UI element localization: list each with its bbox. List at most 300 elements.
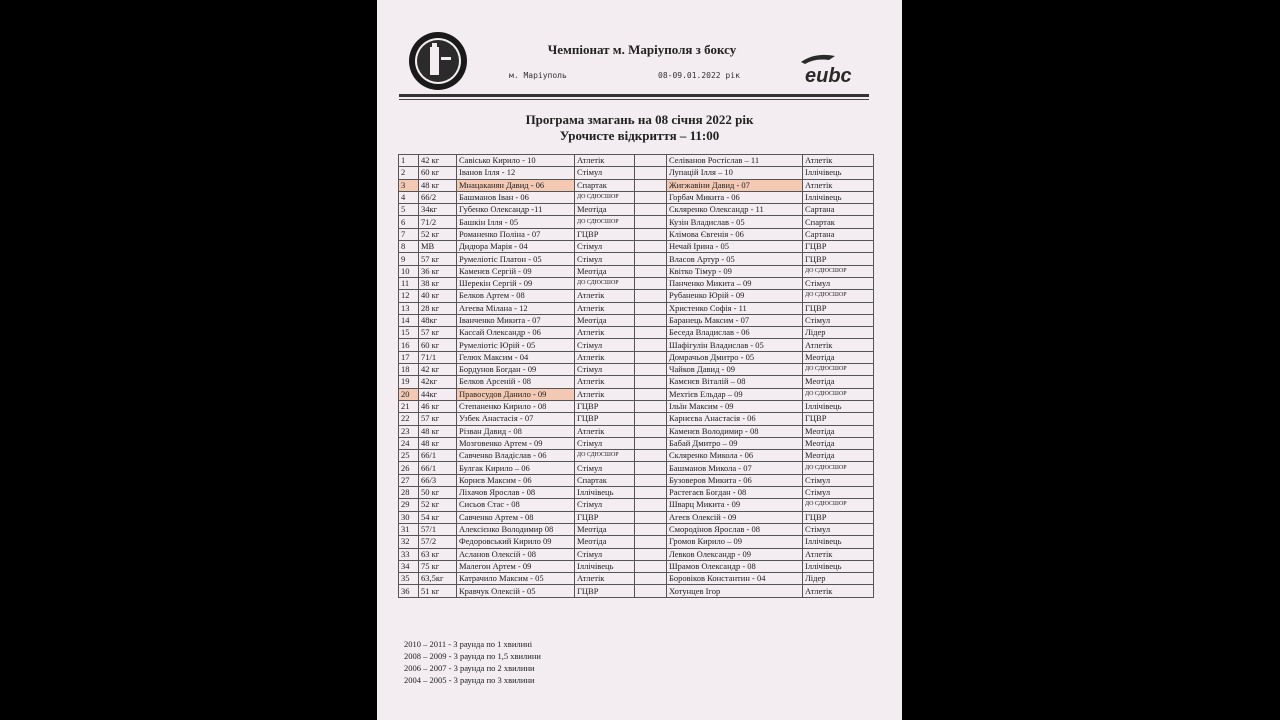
bout-number: 18 <box>399 364 419 376</box>
red-corner-club: Спартак <box>575 179 635 191</box>
blue-corner-boxer: Бузоверов Микита - 06 <box>667 474 803 486</box>
red-corner-boxer: Правосудов Данило - 09 <box>457 388 575 400</box>
red-corner-boxer: Гелюх Максим - 04 <box>457 351 575 363</box>
red-corner-boxer: Степаненко Кирило - 08 <box>457 400 575 412</box>
blue-corner-boxer: Бабай Дмитро – 09 <box>667 437 803 449</box>
red-corner-boxer: Різван Давид - 08 <box>457 425 575 437</box>
bout-row <box>399 191 874 203</box>
blue-corner-boxer: Шварц Микита - 09 <box>667 499 803 511</box>
blue-corner-boxer: Агеєв Олексій - 09 <box>667 511 803 523</box>
round-rule-line: 2006 – 2007 - 3 раунда по 2 хвилини <box>404 663 535 673</box>
blue-corner-club: Меотіда <box>803 450 874 462</box>
bout-row <box>399 277 874 289</box>
red-corner-club: Атлетік <box>575 290 635 302</box>
bout-number: 2 <box>399 167 419 179</box>
bout-row <box>399 573 874 585</box>
red-corner-club: ДО СДЮСШОР <box>575 450 635 462</box>
blue-corner-club: Стімул <box>803 474 874 486</box>
bout-row <box>399 425 874 437</box>
blue-corner-club: Меотіда <box>803 425 874 437</box>
blue-corner-club: Іллічівець <box>803 191 874 203</box>
red-corner-club: Атлетік <box>575 302 635 314</box>
round-rules <box>404 638 541 686</box>
weight-category: 57/2 <box>419 536 457 548</box>
red-corner-boxer: Румеліотіс Юрій - 05 <box>457 339 575 351</box>
red-corner-boxer: Катрачило Максим - 05 <box>457 573 575 585</box>
opening-time: Урочисте відкриття – 11:00 <box>559 128 720 143</box>
blue-corner-boxer: Каменєв Володимир - 08 <box>667 425 803 437</box>
red-corner-boxer: Белков Арсеній - 08 <box>457 376 575 388</box>
red-corner-club: Атлетік <box>575 327 635 339</box>
red-corner-club: Стімул <box>575 253 635 265</box>
bout-number: 23 <box>399 425 419 437</box>
red-corner-club: Іллічівець <box>575 560 635 572</box>
bout-number: 21 <box>399 400 419 412</box>
blue-corner-boxer: Хотунцев Ігор <box>667 585 803 597</box>
weight-category: 66/3 <box>419 474 457 486</box>
bout-number: 7 <box>399 228 419 240</box>
red-corner-club: Меотіда <box>575 523 635 535</box>
blue-corner-boxer: Жигжавіни Давид - 07 <box>667 179 803 191</box>
federation-emblem-logo <box>408 31 468 91</box>
blue-corner-club: ГЦВР <box>803 413 874 425</box>
blue-corner-boxer: Лупацій Ілля – 10 <box>667 167 803 179</box>
bout-number: 12 <box>399 290 419 302</box>
weight-category: 66/1 <box>419 450 457 462</box>
blue-corner-boxer: Беседа Владислав - 06 <box>667 327 803 339</box>
blank-cell <box>635 302 667 314</box>
blank-cell <box>635 425 667 437</box>
bout-row <box>399 155 874 167</box>
bout-number: 11 <box>399 277 419 289</box>
blank-cell <box>635 241 667 253</box>
blue-corner-club: ДО СДЮСШОР <box>803 462 874 474</box>
red-corner-boxer: Корнєв Максим - 06 <box>457 474 575 486</box>
red-corner-club: Меотіда <box>575 314 635 326</box>
blank-cell <box>635 253 667 265</box>
blank-cell <box>635 523 667 535</box>
weight-category: 48кг <box>419 314 457 326</box>
blank-cell <box>635 573 667 585</box>
bout-row <box>399 228 874 240</box>
blank-cell <box>635 585 667 597</box>
blank-cell <box>635 376 667 388</box>
bout-row <box>399 450 874 462</box>
blue-corner-club: ДО СДЮСШОР <box>803 388 874 400</box>
blank-cell <box>635 327 667 339</box>
weight-category: 52 кг <box>419 228 457 240</box>
bout-row <box>399 265 874 277</box>
bout-row <box>399 290 874 302</box>
bout-row <box>399 523 874 535</box>
bout-row <box>399 216 874 228</box>
weight-category: 66/2 <box>419 191 457 203</box>
header-rule <box>399 94 869 97</box>
blue-corner-club: Сартана <box>803 204 874 216</box>
blank-cell <box>635 487 667 499</box>
red-corner-club: Меотіда <box>575 265 635 277</box>
blue-corner-club: ДО СДЮСШОР <box>803 499 874 511</box>
bout-row <box>399 499 874 511</box>
bout-row <box>399 437 874 449</box>
blank-cell <box>635 228 667 240</box>
blue-corner-boxer: Селіванов Ростіслав – 11 <box>667 155 803 167</box>
blue-corner-club: ГЦВР <box>803 511 874 523</box>
blue-corner-boxer: Кузін Владислав - 05 <box>667 216 803 228</box>
bout-row <box>399 388 874 400</box>
bout-number: 22 <box>399 413 419 425</box>
blank-cell <box>635 474 667 486</box>
blank-cell <box>635 179 667 191</box>
dates-label: 08-09.01.2022 рік <box>658 71 740 80</box>
blue-corner-boxer: Ільїн Максим - 09 <box>667 400 803 412</box>
blue-corner-boxer: Громов Кирило – 09 <box>667 536 803 548</box>
bout-number: 34 <box>399 560 419 572</box>
bout-number: 14 <box>399 314 419 326</box>
red-corner-club: Стімул <box>575 364 635 376</box>
blue-corner-boxer: Власов Артур - 05 <box>667 253 803 265</box>
scanned-document-page <box>377 0 902 720</box>
red-corner-club: ГЦВР <box>575 228 635 240</box>
bout-row <box>399 339 874 351</box>
red-corner-boxer: Алексієнко Володимир 08 <box>457 523 575 535</box>
bout-row <box>399 487 874 499</box>
svg-text:eubc: eubc <box>805 65 852 87</box>
bout-row <box>399 462 874 474</box>
red-corner-boxer: Булгак Кирило – 06 <box>457 462 575 474</box>
bout-row <box>399 548 874 560</box>
blue-corner-club: Стімул <box>803 314 874 326</box>
blue-corner-boxer: Башманов Микола - 07 <box>667 462 803 474</box>
weight-category: 57 кг <box>419 413 457 425</box>
blue-corner-club: ДО СДЮСШОР <box>803 364 874 376</box>
blue-corner-club: Спартак <box>803 216 874 228</box>
city-label: м. Маріуполь <box>509 71 567 80</box>
blank-cell <box>635 339 667 351</box>
red-corner-boxer: Дидюра Марія - 04 <box>457 241 575 253</box>
bout-number: 15 <box>399 327 419 339</box>
weight-category: 48 кг <box>419 425 457 437</box>
blank-cell <box>635 462 667 474</box>
blue-corner-boxer: Смородінов Ярослав - 08 <box>667 523 803 535</box>
bout-number: 3 <box>399 179 419 191</box>
blank-cell <box>635 364 667 376</box>
blank-cell <box>635 290 667 302</box>
blue-corner-club: ДО СДЮСШОР <box>803 290 874 302</box>
bout-number: 20 <box>399 388 419 400</box>
red-corner-club: ДО СДЮСШОР <box>575 277 635 289</box>
header-rule-thin <box>399 99 869 100</box>
bout-row <box>399 327 874 339</box>
bout-number: 36 <box>399 585 419 597</box>
bout-number: 27 <box>399 474 419 486</box>
red-corner-club: ГЦВР <box>575 400 635 412</box>
blank-cell <box>635 351 667 363</box>
weight-category: 54 кг <box>419 511 457 523</box>
bout-number: 31 <box>399 523 419 535</box>
red-corner-boxer: Румеліотіс Платон - 05 <box>457 253 575 265</box>
blue-corner-boxer: Панченко Микита – 09 <box>667 277 803 289</box>
blue-corner-club: ГЦВР <box>803 241 874 253</box>
weight-category: 42 кг <box>419 155 457 167</box>
weight-category: 34кг <box>419 204 457 216</box>
red-corner-club: Стімул <box>575 167 635 179</box>
blue-corner-club: Меотіда <box>803 376 874 388</box>
blue-corner-club: Іллічівець <box>803 400 874 412</box>
bout-number: 13 <box>399 302 419 314</box>
bout-row <box>399 167 874 179</box>
red-corner-boxer: Агеєва Мілана - 12 <box>457 302 575 314</box>
weight-category: 57 кг <box>419 253 457 265</box>
red-corner-boxer: Белков Артем - 08 <box>457 290 575 302</box>
bout-row <box>399 314 874 326</box>
red-corner-club: Атлетік <box>575 425 635 437</box>
bout-number: 33 <box>399 548 419 560</box>
championship-title: Чемпіонат м. Маріуполя з боксу <box>547 42 737 57</box>
bout-row <box>399 376 874 388</box>
red-corner-boxer: Ліхачов Ярослав - 08 <box>457 487 575 499</box>
weight-category: 48 кг <box>419 179 457 191</box>
red-corner-club: ДО СДЮСШОР <box>575 216 635 228</box>
weight-category: 50 кг <box>419 487 457 499</box>
blue-corner-boxer: Шрамов Олександр - 08 <box>667 560 803 572</box>
blue-corner-club: Меотіда <box>803 351 874 363</box>
blue-corner-boxer: Баранець Максим - 07 <box>667 314 803 326</box>
red-corner-club: ГЦВР <box>575 511 635 523</box>
blue-corner-club: Стімул <box>803 487 874 499</box>
red-corner-boxer: Сисьов Стас - 08 <box>457 499 575 511</box>
bout-number: 24 <box>399 437 419 449</box>
bout-row <box>399 179 874 191</box>
weight-category: 71/2 <box>419 216 457 228</box>
bout-row <box>399 585 874 597</box>
bout-number: 29 <box>399 499 419 511</box>
blue-corner-boxer: Растегаєв Богдан - 08 <box>667 487 803 499</box>
round-rule-line: 2008 – 2009 - 3 раунда по 1,5 хвилини <box>404 651 541 661</box>
bout-number: 9 <box>399 253 419 265</box>
weight-category: 28 кг <box>419 302 457 314</box>
weight-category: 57/1 <box>419 523 457 535</box>
bout-number: 1 <box>399 155 419 167</box>
weight-category: 44кг <box>419 388 457 400</box>
bout-row <box>399 536 874 548</box>
bout-number: 28 <box>399 487 419 499</box>
red-corner-boxer: Іванченко Микита - 07 <box>457 314 575 326</box>
blue-corner-boxer: Квітко Тімур - 09 <box>667 265 803 277</box>
weight-category: 52 кг <box>419 499 457 511</box>
blue-corner-club: Атлетік <box>803 585 874 597</box>
weight-category: 36 кг <box>419 265 457 277</box>
red-corner-club: Стімул <box>575 339 635 351</box>
red-corner-club: Атлетік <box>575 155 635 167</box>
weight-category: 46 кг <box>419 400 457 412</box>
red-corner-boxer: Романенко Поліна - 07 <box>457 228 575 240</box>
blank-cell <box>635 155 667 167</box>
red-corner-club: Атлетік <box>575 573 635 585</box>
round-rule-line: 2004 – 2005 - 3 раунда по 3 хвилини <box>404 675 535 685</box>
red-corner-boxer: Узбек Анастасія - 07 <box>457 413 575 425</box>
blue-corner-boxer: Левков Олександр - 09 <box>667 548 803 560</box>
blank-cell <box>635 204 667 216</box>
bout-number: 17 <box>399 351 419 363</box>
red-corner-club: Стімул <box>575 499 635 511</box>
blank-cell <box>635 167 667 179</box>
red-corner-boxer: Башкін Ілля - 05 <box>457 216 575 228</box>
blue-corner-club: Іллічівець <box>803 167 874 179</box>
blank-cell <box>635 511 667 523</box>
weight-category: 60 кг <box>419 339 457 351</box>
blue-corner-club: Лідер <box>803 327 874 339</box>
bout-number: 5 <box>399 204 419 216</box>
blank-cell <box>635 314 667 326</box>
blue-corner-boxer: Боровіков Константин - 04 <box>667 573 803 585</box>
blank-cell <box>635 437 667 449</box>
bout-row <box>399 204 874 216</box>
bout-number: 32 <box>399 536 419 548</box>
weight-category: 51 кг <box>419 585 457 597</box>
blue-corner-club: Стімул <box>803 523 874 535</box>
red-corner-boxer: Мнацаканян Давид - 06 <box>457 179 575 191</box>
weight-category: 63,5кг <box>419 573 457 585</box>
weight-category: 66/1 <box>419 462 457 474</box>
bout-row <box>399 511 874 523</box>
blank-cell <box>635 499 667 511</box>
weight-category: 71/1 <box>419 351 457 363</box>
weight-category: 75 кг <box>419 560 457 572</box>
blue-corner-boxer: Нечай Ірина - 05 <box>667 241 803 253</box>
blank-cell <box>635 277 667 289</box>
eubc-logo <box>795 48 869 88</box>
blank-cell <box>635 388 667 400</box>
red-corner-club: Атлетік <box>575 376 635 388</box>
red-corner-boxer: Кравчук Олексій - 05 <box>457 585 575 597</box>
red-corner-boxer: Асланов Олексій - 08 <box>457 548 575 560</box>
bout-row <box>399 560 874 572</box>
blue-corner-club: Стімул <box>803 277 874 289</box>
blue-corner-boxer: Горбач Микита - 06 <box>667 191 803 203</box>
red-corner-boxer: Савісько Кирило - 10 <box>457 155 575 167</box>
red-corner-club: Меотіда <box>575 204 635 216</box>
blue-corner-club: ГЦВР <box>803 253 874 265</box>
bout-row <box>399 400 874 412</box>
weight-category: МВ <box>419 241 457 253</box>
blue-corner-boxer: Скляренко Олександр - 11 <box>667 204 803 216</box>
blue-corner-boxer: Рубаненко Юрій - 09 <box>667 290 803 302</box>
red-corner-club: Стімул <box>575 462 635 474</box>
blue-corner-boxer: Карнєєва Анастасія - 06 <box>667 413 803 425</box>
blue-corner-club: Іллічівець <box>803 560 874 572</box>
blank-cell <box>635 265 667 277</box>
red-corner-boxer: Кассай Олександр - 06 <box>457 327 575 339</box>
round-rule-line: 2010 – 2011 - 3 раунда по 1 хвилині <box>404 639 533 649</box>
bout-number: 4 <box>399 191 419 203</box>
bout-number: 19 <box>399 376 419 388</box>
red-corner-boxer: Губенко Олександр -11 <box>457 204 575 216</box>
weight-category: 42кг <box>419 376 457 388</box>
red-corner-club: ДО СДЮСШОР <box>575 191 635 203</box>
blank-cell <box>635 413 667 425</box>
blue-corner-club: Лідер <box>803 573 874 585</box>
red-corner-club: Меотіда <box>575 536 635 548</box>
red-corner-boxer: Каменєв Сергій - 09 <box>457 265 575 277</box>
red-corner-club: Стімул <box>575 548 635 560</box>
weight-category: 48 кг <box>419 437 457 449</box>
blue-corner-club: Іллічівець <box>803 536 874 548</box>
red-corner-boxer: Башманов Іван - 06 <box>457 191 575 203</box>
bout-number: 26 <box>399 462 419 474</box>
bout-row <box>399 241 874 253</box>
red-corner-boxer: Мозговенко Артем - 09 <box>457 437 575 449</box>
weight-category: 38 кг <box>419 277 457 289</box>
blank-cell <box>635 191 667 203</box>
weight-category: 57 кг <box>419 327 457 339</box>
blank-cell <box>635 548 667 560</box>
bout-number: 35 <box>399 573 419 585</box>
bouts-table <box>398 154 874 598</box>
red-corner-boxer: Бордунов Богдан - 09 <box>457 364 575 376</box>
bout-number: 8 <box>399 241 419 253</box>
bout-number: 10 <box>399 265 419 277</box>
red-corner-club: Спартак <box>575 474 635 486</box>
red-corner-club: Атлетік <box>575 388 635 400</box>
red-corner-boxer: Савченко Артем - 08 <box>457 511 575 523</box>
blue-corner-club: Атлетік <box>803 339 874 351</box>
weight-category: 42 кг <box>419 364 457 376</box>
program-title: Програма змагань на 08 січня 2022 рік <box>525 112 754 127</box>
blue-corner-club: ДО СДЮСШОР <box>803 265 874 277</box>
blank-cell <box>635 216 667 228</box>
blank-cell <box>635 450 667 462</box>
red-corner-boxer: Савченко Владіслав - 06 <box>457 450 575 462</box>
bout-row <box>399 351 874 363</box>
red-corner-club: Іллічівець <box>575 487 635 499</box>
red-corner-club: Атлетік <box>575 351 635 363</box>
red-corner-club: ГЦВР <box>575 585 635 597</box>
weight-category: 40 кг <box>419 290 457 302</box>
bout-row <box>399 364 874 376</box>
blue-corner-boxer: Мехтієв Ельдар – 09 <box>667 388 803 400</box>
blue-corner-boxer: Клімова Євгенія - 06 <box>667 228 803 240</box>
red-corner-boxer: Федоровський Кирило 09 <box>457 536 575 548</box>
blank-cell <box>635 560 667 572</box>
bout-number: 30 <box>399 511 419 523</box>
red-corner-club: ГЦВР <box>575 413 635 425</box>
blue-corner-boxer: Камєнєв Віталій – 08 <box>667 376 803 388</box>
blue-corner-club: Атлетік <box>803 179 874 191</box>
red-corner-boxer: Шерекін Сергій - 09 <box>457 277 575 289</box>
bout-row <box>399 302 874 314</box>
blue-corner-club: ГЦВР <box>803 302 874 314</box>
bout-row <box>399 413 874 425</box>
bout-number: 6 <box>399 216 419 228</box>
weight-category: 63 кг <box>419 548 457 560</box>
blue-corner-boxer: Скляренко Микола - 06 <box>667 450 803 462</box>
blue-corner-boxer: Домрачьов Дмитро - 05 <box>667 351 803 363</box>
bout-row <box>399 253 874 265</box>
bout-number: 25 <box>399 450 419 462</box>
blue-corner-club: Атлетік <box>803 548 874 560</box>
blank-cell <box>635 536 667 548</box>
blue-corner-club: Сартана <box>803 228 874 240</box>
red-corner-boxer: Малегон Артем - 09 <box>457 560 575 572</box>
weight-category: 60 кг <box>419 167 457 179</box>
blue-corner-boxer: Христенко Софія - 11 <box>667 302 803 314</box>
blue-corner-club: Атлетік <box>803 155 874 167</box>
red-corner-boxer: Іванов Ілля - 12 <box>457 167 575 179</box>
red-corner-club: Стімул <box>575 241 635 253</box>
blue-corner-boxer: Чайков Давид - 09 <box>667 364 803 376</box>
red-corner-club: Стімул <box>575 437 635 449</box>
